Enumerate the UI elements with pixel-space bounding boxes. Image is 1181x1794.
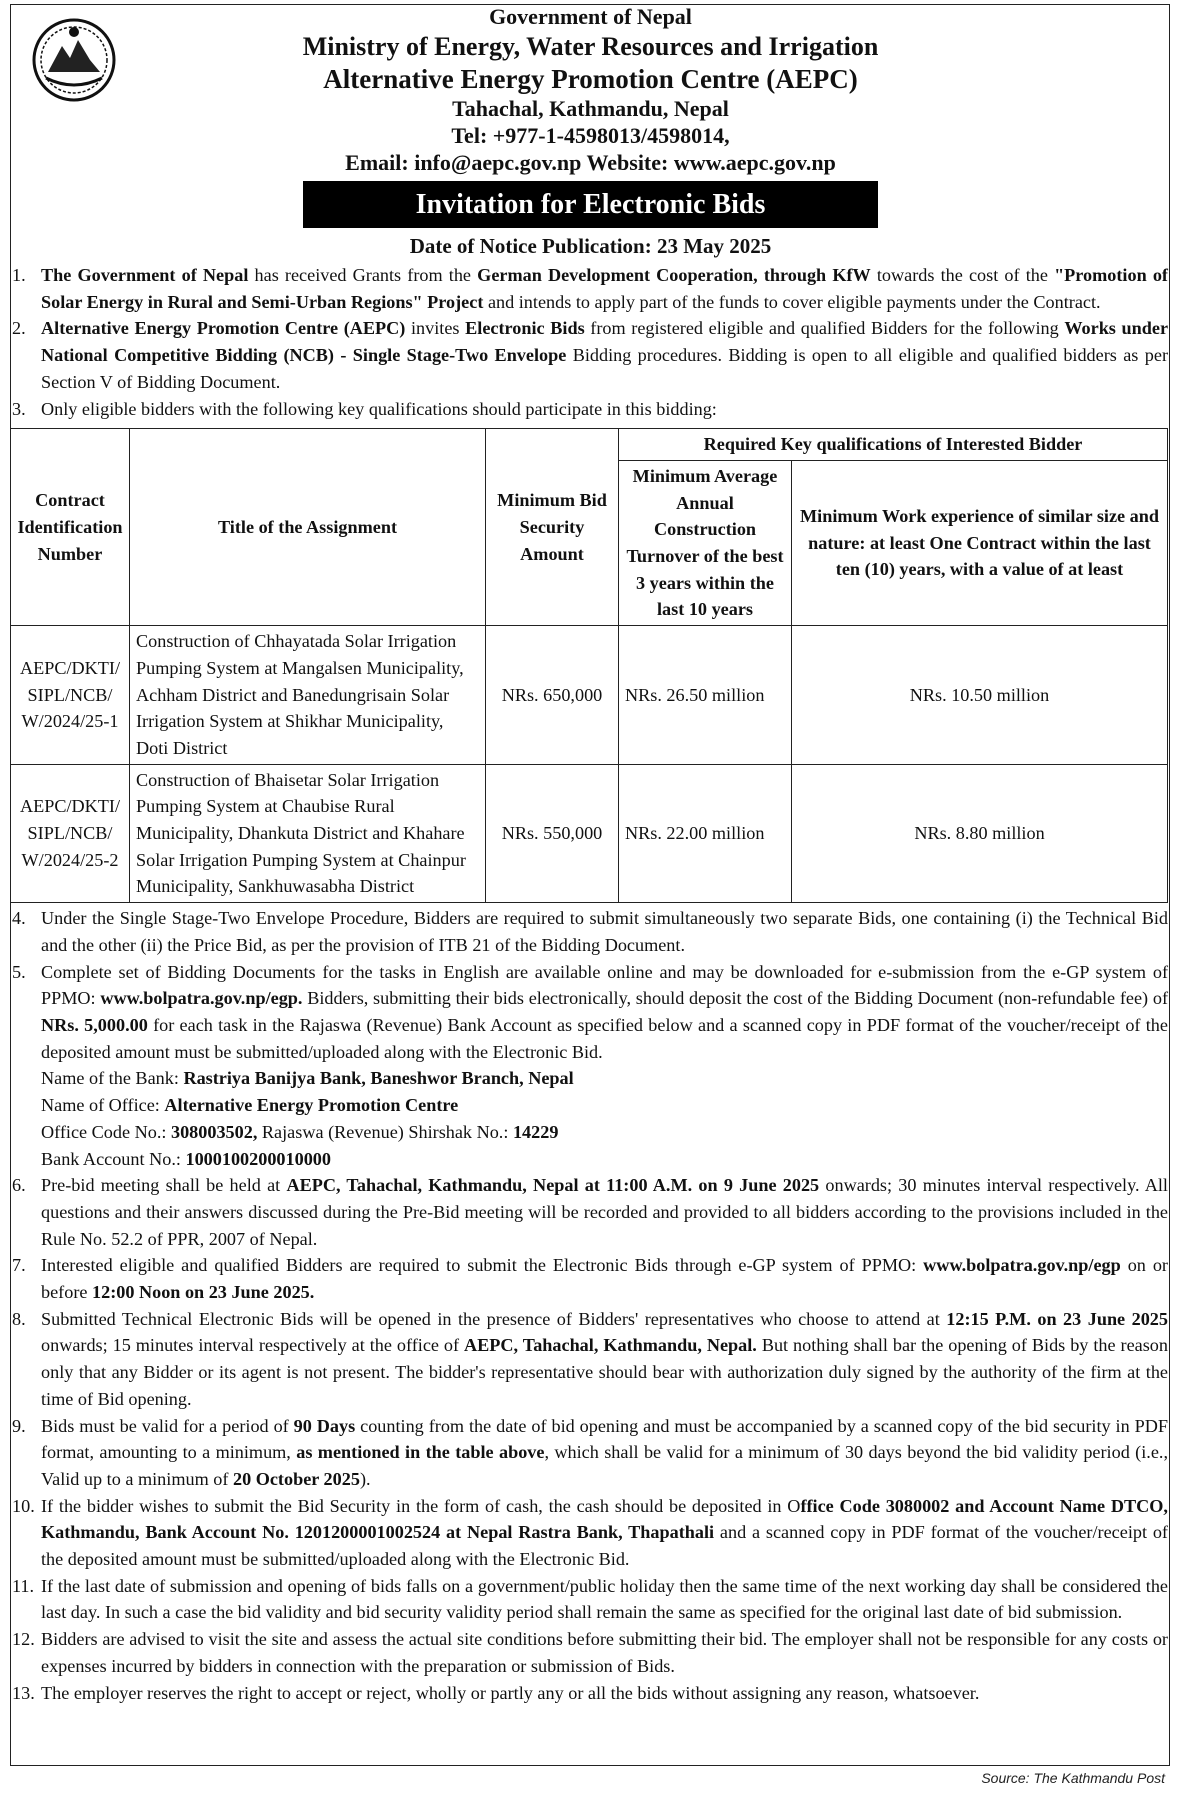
qualification-table bbox=[10, 428, 1168, 903]
header-turnover: Minimum Average Annual Construction Turnover of the best 3 years within the last 10 years bbox=[619, 460, 792, 625]
email-website: Email: info@aepc.gov.np Website: www.aepc.gov.np bbox=[345, 150, 836, 175]
list-item: 5. Complete set of Bidding Documents for the tasks in English are available online and may be downloaded for e-submission from the e-GP system of PPMO: www.bolpatra.gov.np/egp. Bidders, submitting their bids electronically, should deposit the cost of the Bidding Document (non-refundable fee) of NRs. 5,000.00 for each task in the Rajaswa (Revenue) Bank Account as specified below and a scanned copy in PDF format of the voucher/receipt of the deposited amount must be submitted/uploaded along with the Electronic Bid. Name of the Bank: Rastriya Banijya Bank, Baneshwor Branch, Nepal Name of Office: Alternative Energy Promotion Centre Office Code No.: 308003502, Rajaswa (Revenue) Shirshak No.: 14229 Bank Account No.: 1000100200010000 bbox=[12, 959, 1168, 1173]
header-experience: Minimum Work experience of similar size and nature: at least One Contract within the last ten (10) years, with a value of at least bbox=[792, 460, 1168, 625]
list-item: 4. Under the Single Stage-Two Envelope Procedure, Bidders are required to submit simultaneously two separate Bids, one containing (i) the Technical Bid and the other (ii) the Price Bid, as per the provision of ITB 21 of the Bidding Document. bbox=[12, 908, 1168, 955]
government-title: Government of Nepal bbox=[489, 4, 692, 29]
list-item: 12. Bidders are advised to visit the site and assess the actual site conditions before submitting their bid. The employer shall not be responsible for any costs or expenses incurred by bidders in connection with the preparation or submission of Bids. bbox=[12, 1629, 1168, 1676]
table-row: AEPC/DKTI/ SIPL/NCB/ W/2024/25-2 Construction of Bhaisetar Solar Irrigation Pumping System at Chaubise Rural Municipality, Dhankuta District and Khahare Solar Irrigation Pumping System at Chainpur Municipality, Sankhuwasabha District NRs. 550,000 NRs. 22.00 million NRs. 8.80 million bbox=[11, 764, 1168, 903]
notice-body bbox=[12, 262, 1168, 1706]
list-item: 6. Pre-bid meeting shall be held at AEPC, Tahachal, Kathmandu, Nepal at 11:00 A.M. on 9 June 2025 onwards; 30 minutes interval respectively. All questions and their answers discussed during the Pre-Bid meeting will be recorded and provided to all bidders according to the provisions included in the Rule No. 52.2 of PPR, 2007 of Nepal. bbox=[12, 1175, 1168, 1249]
bank-details: Name of the Bank: Rastriya Banijya Bank, Baneshwor Branch, Nepal Name of Office: Alternative Energy Promotion Centre Office Code No.: 308003502, Rajaswa (Revenue) Shirshak No.: 14229 Bank Account No.: 1000100200010000 bbox=[41, 1068, 574, 1169]
list-item: 11. If the last date of submission and opening of bids falls on a government/public holiday then the same time of the next working day shall be considered the last day. In such a case the bid validity and bid security validity period shall remain the same as specified for the original last date of bid submission. bbox=[12, 1575, 1168, 1623]
list-item: 1. The Government of Nepal has received Grants from the German Development Cooperation, through KfW towards the cost of the "Promotion of Solar Energy in Rural and Semi-Urban Regions" Project and intends to apply part of the funds to cover eligible payments under the Contract. bbox=[12, 265, 1168, 312]
list-item: 7. Interested eligible and qualified Bidders are required to submit the Electronic Bids through e-GP system of PPMO: www.bolpatra.gov.np/egp on or before 12:00 Noon on 23 June 2025. bbox=[12, 1255, 1168, 1303]
header-contract-id: Contract Identification Number bbox=[11, 429, 130, 626]
telephone: Tel: +977-1-4598013/4598014, bbox=[451, 123, 730, 148]
list-item: 2. Alternative Energy Promotion Centre (AEPC) invites Electronic Bids from registered eligible and qualified Bidders for the following Works under National Competitive Bidding (NCB) - Single Stage-Two Envelope Bidding procedures. Bidding is open to all eligible and qualified bidders as per Section V of Bidding Document. bbox=[12, 318, 1169, 392]
source-credit: Source: The Kathmandu Post bbox=[981, 1770, 1165, 1786]
list-item: 13. The employer reserves the right to accept or reject, wholly or partly any or all the bids without assigning any reason, whatsoever. bbox=[12, 1682, 980, 1703]
list-item: 3. Only eligible bidders with the following key qualifications should participate in this bidding: bbox=[12, 398, 717, 419]
header-title: Title of the Assignment bbox=[130, 429, 486, 626]
header-required-qualifications: Required Key qualifications of Interested Bidder bbox=[619, 429, 1168, 461]
address: Tahachal, Kathmandu, Nepal bbox=[452, 96, 729, 121]
notice-banner: Invitation for Electronic Bids bbox=[303, 181, 878, 228]
list-item: 9. Bids must be valid for a period of 90 Days counting from the date of bid opening and must be accompanied by a scanned copy of the bid security in PDF format, amounting to a minimum, as mentioned in the table above, which shall be valid for a minimum of 30 days beyond the bid validity period (i.e., Valid up to a minimum of 20 October 2025). bbox=[12, 1415, 1168, 1489]
centre-title: Alternative Energy Promotion Centre (AEPC) bbox=[323, 64, 858, 94]
table-row: AEPC/DKTI/ SIPL/NCB/ W/2024/25-1 Construction of Chhayatada Solar Irrigation Pumping System at Mangalsen Municipality, Achham District and Banedungrisain Solar Irrigation System at Shikhar Municipality, Doti District NRs. 650,000 NRs. 26.50 million NRs. 10.50 million bbox=[11, 626, 1168, 765]
header-bid-security: Minimum Bid Security Amount bbox=[486, 429, 619, 626]
publication-date: Date of Notice Publication: 23 May 2025 bbox=[409, 234, 772, 258]
ministry-title: Ministry of Energy, Water Resources and Irrigation bbox=[302, 32, 879, 61]
list-item: 8. Submitted Technical Electronic Bids will be opened in the presence of Bidders' representatives who choose to attend at 12:15 P.M. on 23 June 2025 onwards; 15 minutes interval respectively at the office of AEPC, Tahachal, Kathmandu, Nepal. But nothing shall bar the opening of Bids by the reason only that any Bidder or its agent is not present. The bidder's representative should bear with authorization duly signed by the authority of the firm at the time of Bid opening. bbox=[12, 1308, 1168, 1409]
list-item: 10. If the bidder wishes to submit the Bid Security in the form of cash, the cash should be deposited in Office Code 3080002 and Account Name DTCO, Kathmandu, Bank Account No. 1201200001002524 at Nepal Rastra Bank, Thapathali and a scanned copy in PDF format of the voucher/receipt of the deposited amount must be submitted/uploaded along with the Electronic Bid. bbox=[12, 1495, 1168, 1570]
